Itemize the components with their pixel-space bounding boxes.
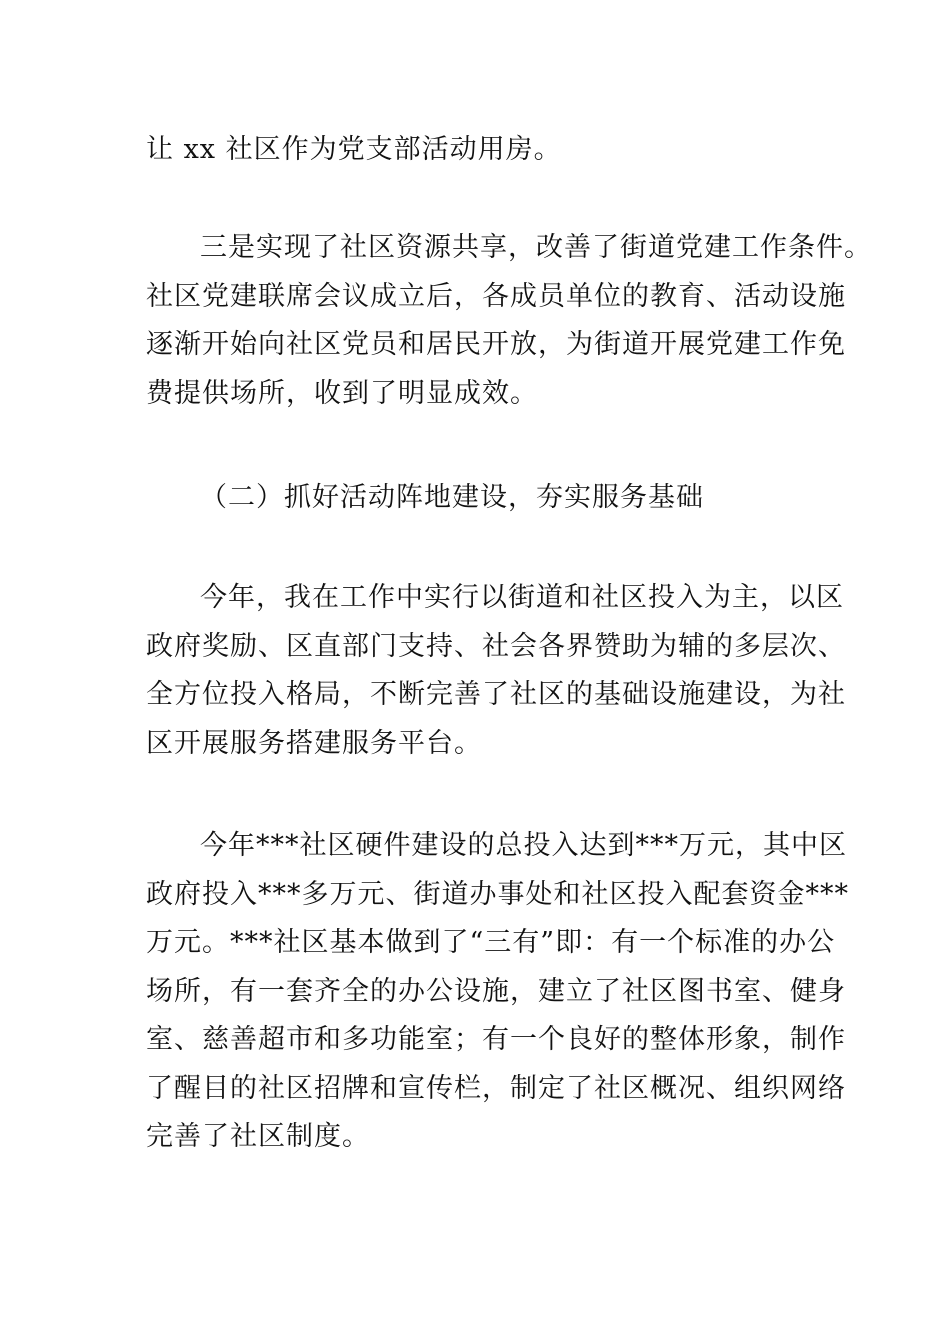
text-line: 逐渐开始向社区党员和居民开放，为街道开展党建工作免 xyxy=(146,329,846,360)
text-line: 让 xx 社区作为党支部活动用房。 xyxy=(146,134,562,165)
text-line: 费提供场所，收到了明显成效。 xyxy=(146,377,538,409)
text-line: 今年***社区硬件建设的总投入达到***万元，其中区 xyxy=(200,830,847,861)
text-line: 了醒目的社区招牌和宣传栏，制定了社区概况、组织网络 xyxy=(146,1072,846,1104)
section-heading: （二）抓好活动阵地建设，夯实服务基础 xyxy=(200,482,704,513)
text-line: 区开展服务搭建服务平台。 xyxy=(146,727,482,759)
text-line: 全方位投入格局，不断完善了社区的基础设施建设，为社 xyxy=(146,679,846,710)
text-line: 场所，有一套齐全的办公设施，建立了社区图书室、健身 xyxy=(146,975,846,1007)
text-line: 三是实现了社区资源共享，改善了街道党建工作条件。 xyxy=(200,232,872,263)
paragraph-hardware-investment xyxy=(146,822,849,1162)
text-line: 室、慈善超市和多功能室；有一个良好的整体形象，制作 xyxy=(146,1024,846,1055)
text-line: 完善了社区制度。 xyxy=(146,1121,370,1152)
text-line: 社区党建联席会议成立后，各成员单位的教育、活动设施 xyxy=(146,280,846,312)
paragraph-resource-sharing xyxy=(146,224,872,418)
paragraph-activity-room xyxy=(146,126,826,175)
text-line: 政府投入***多万元、街道办事处和社区投入配套资金*** xyxy=(146,878,849,910)
text-line: 政府奖励、区直部门支持、社会各界赞助为辅的多层次、 xyxy=(146,630,846,662)
text-line: 万元。***社区基本做到了“三有”即：有一个标准的办公 xyxy=(146,927,836,958)
paragraph-investment-pattern xyxy=(146,574,846,768)
text-line: 今年，我在工作中实行以街道和社区投入为主，以区 xyxy=(200,582,844,613)
